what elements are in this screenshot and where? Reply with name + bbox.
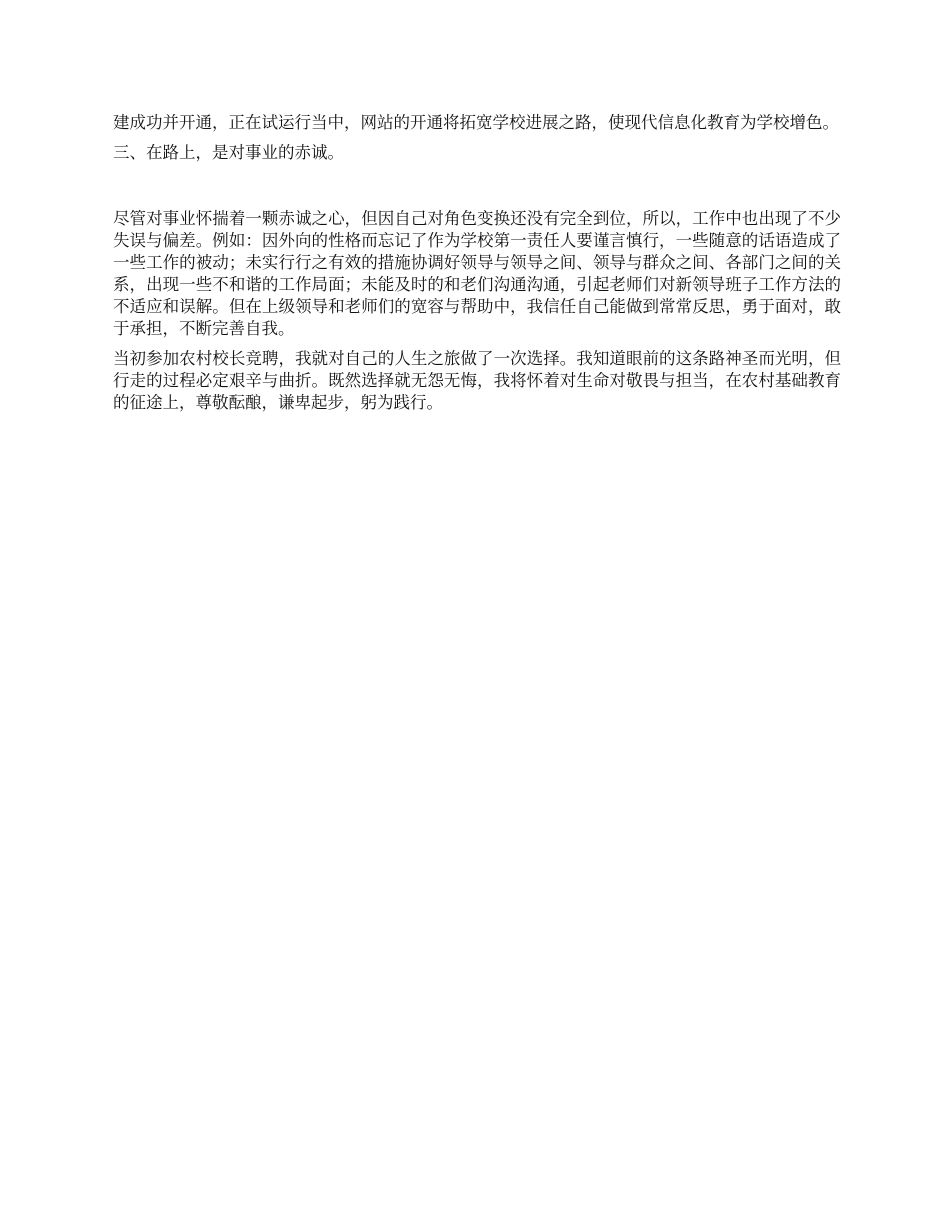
section-heading-three: 三、在路上，是对事业的赤诚。 (113, 143, 344, 162)
document-body (113, 112, 841, 414)
paragraph-conclusion: 当初参加农村校长竞聘，我就对自己的人生之旅做了一次选择。我知道眼前的这条路神圣而光明，但行走的过程必定艰辛与曲折。既然选择就无怨无悔，我将怀着对生命对敬畏与担当，在农村基础教育的征途上，尊敬酝酿，谦卑起步，躬为践行。 (113, 349, 841, 412)
paragraph-website-launch: 建成功并开通，正在试运行当中，网站的开通将拓宽学校进展之路，使现代信息化教育为学校增色。 (113, 113, 839, 132)
paragraph-shortcomings: 尽管对事业怀揣着一颗赤诚之心，但因自己对角色变换还没有完全到位，所以，工作中也出现了不少失误与偏差。例如：因外向的性格而忘记了作为学校第一责任人要谨言慎行，一些随意的话语造成了一些工作的被动；未实行行之有效的措施协调好领导与领导之间、领导与群众之间、各部门之间的关系，出现一些不和谐的工作局面；未能及时的和老们沟通沟通，引起老师们对新领导班子工作方法的不适应和误解。但在上级领导和老师们的宽容与帮助中，我信任自己能做到常常反思，勇于面对，敢于承担，不断完善自我。 (113, 209, 841, 338)
